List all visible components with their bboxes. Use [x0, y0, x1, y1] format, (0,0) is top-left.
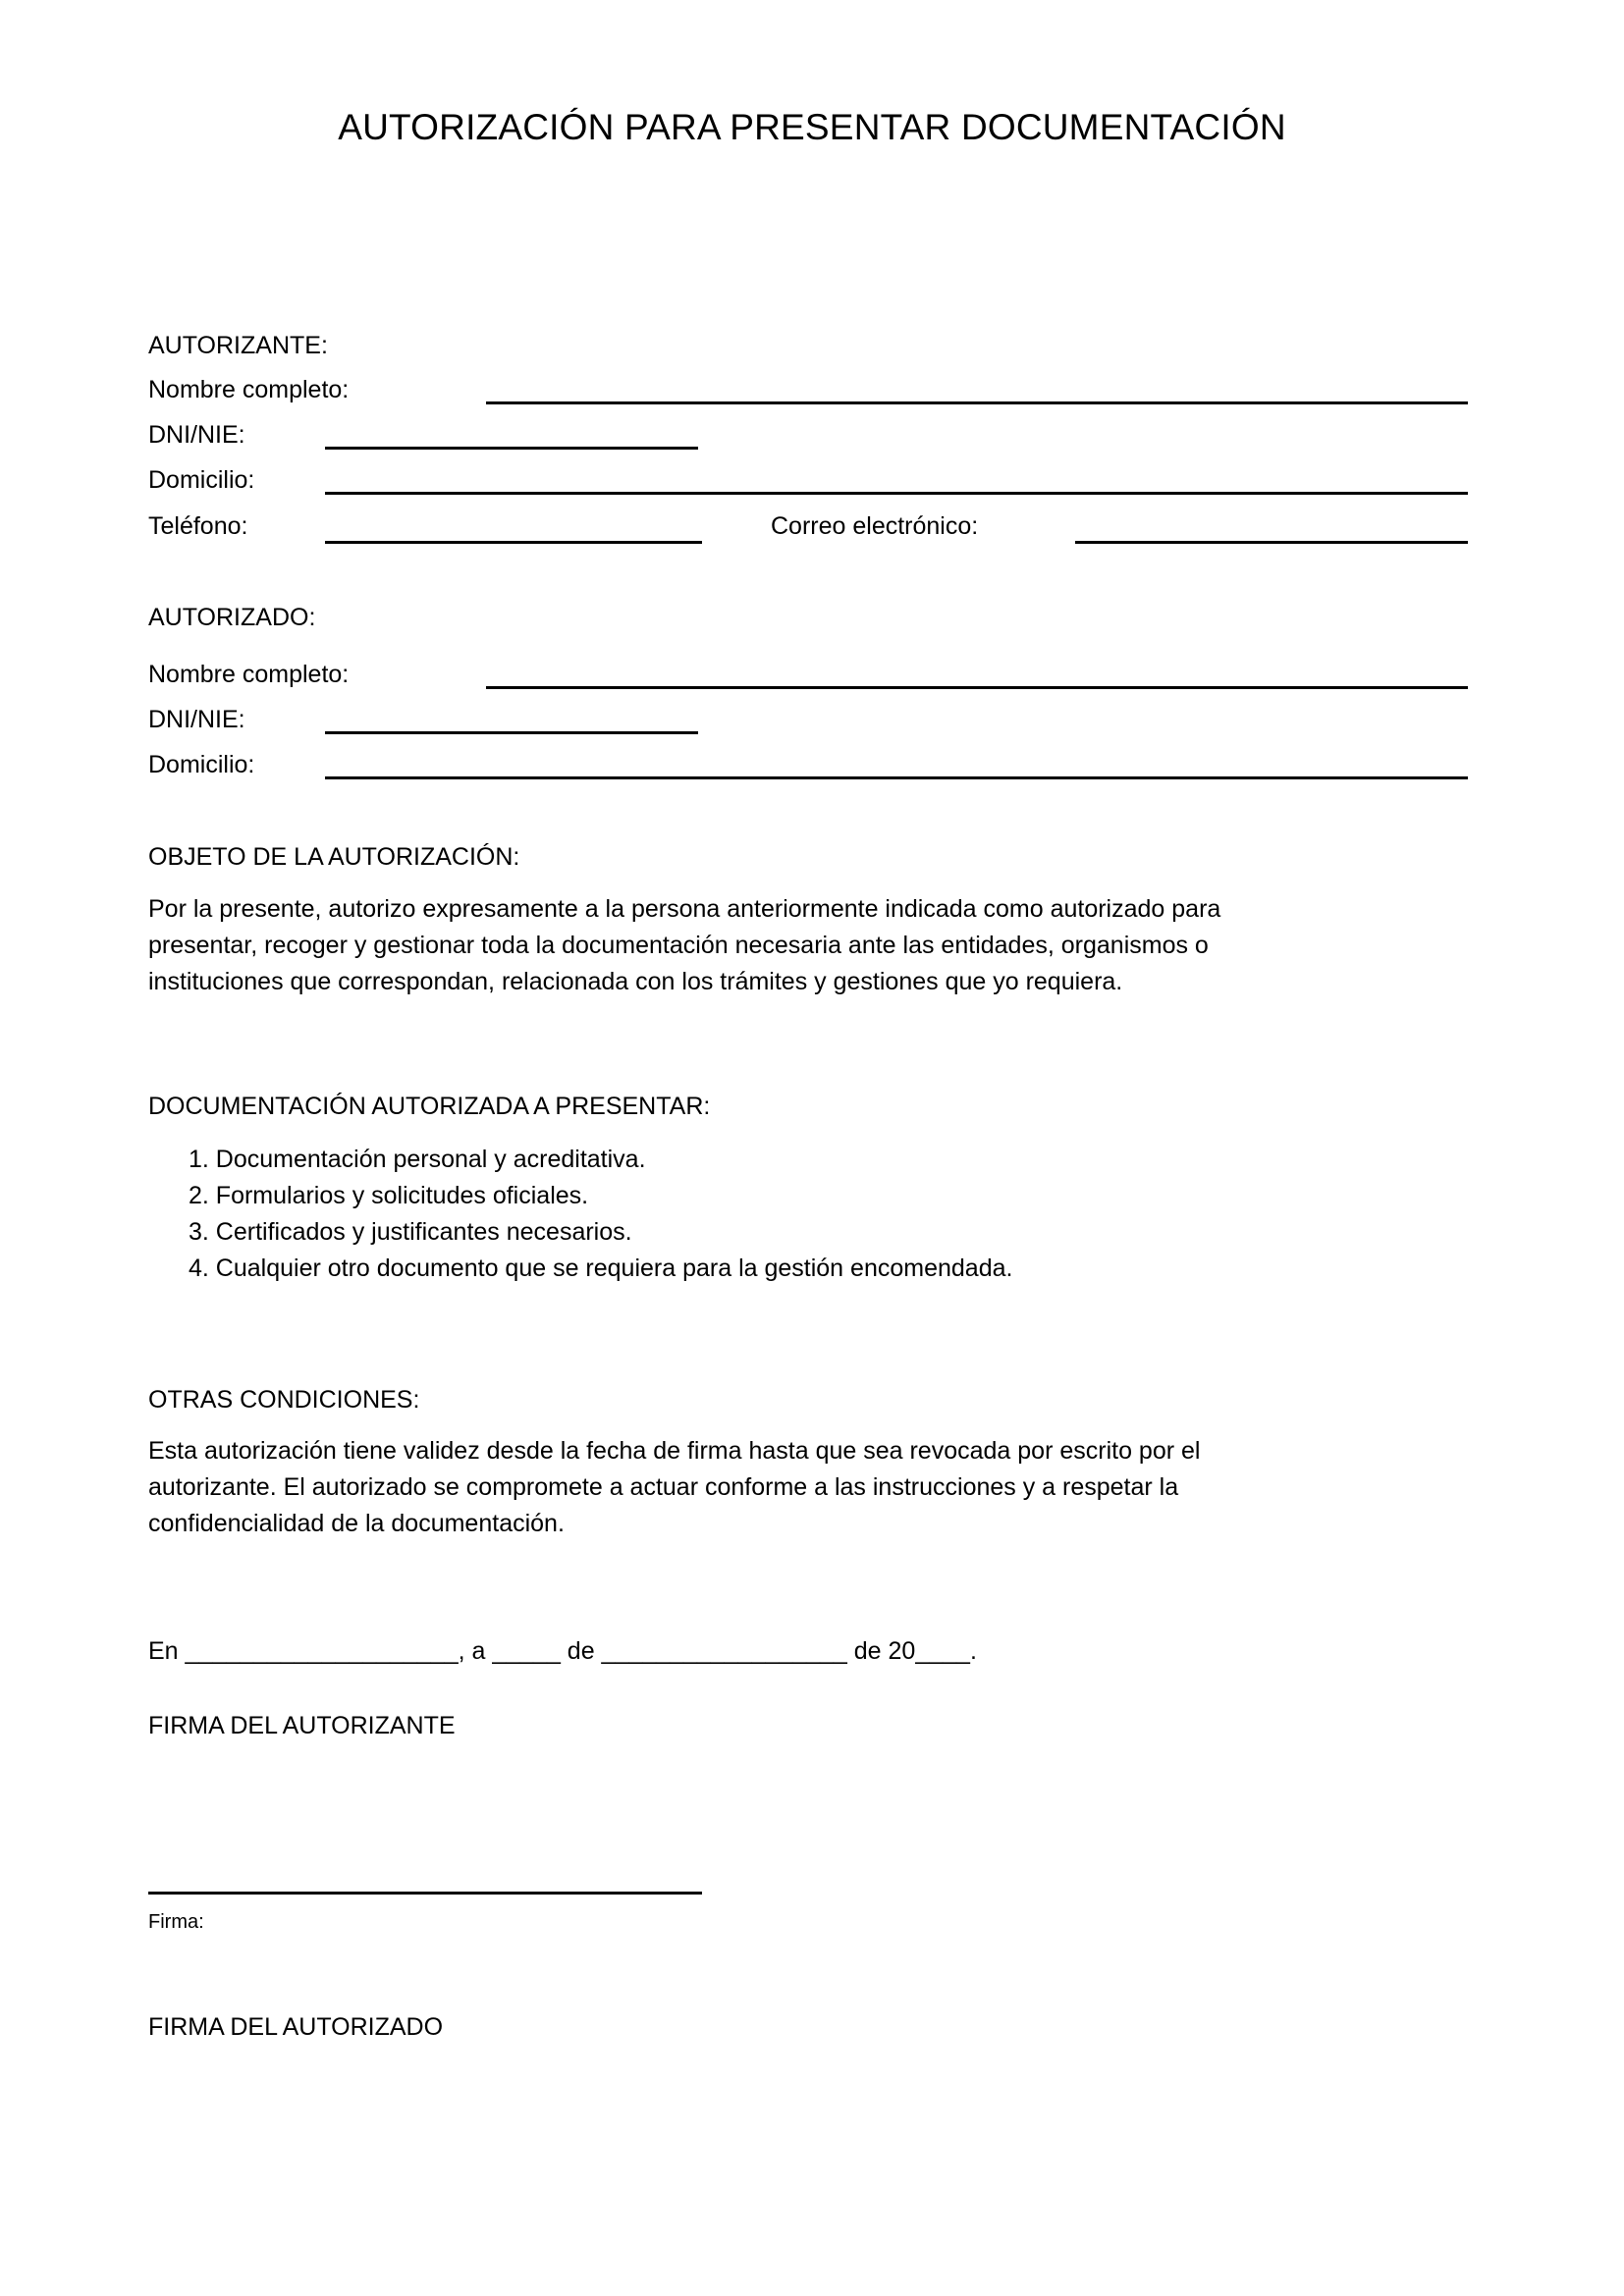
authorized-full-name-input[interactable]: [486, 686, 1468, 689]
authorized-address-input[interactable]: [325, 776, 1468, 779]
purpose-section-heading: OBJETO DE LA AUTORIZACIÓN:: [148, 843, 520, 871]
conditions-line-2: autorizante. El autorizado se compromete a actuar conforme a las instrucciones y a respetar la: [148, 1473, 1179, 1501]
authorizer-address-label: Domicilio:: [148, 466, 255, 494]
authorizer-id-input[interactable]: [325, 447, 698, 450]
list-item: 3. Certificados y justificantes necesarios.: [189, 1218, 632, 1246]
purpose-line-2: presentar, recoger y gestionar toda la documentación necesaria ante las entidades, organismos o: [148, 932, 1209, 959]
authorizer-full-name-input[interactable]: [486, 401, 1468, 404]
authorizer-id-label: DNI/NIE:: [148, 421, 245, 449]
authorizer-section-heading: AUTORIZANTE:: [148, 332, 328, 359]
conditions-line-1: Esta autorización tiene validez desde la fecha de firma hasta que sea revocada por escrito por el: [148, 1437, 1201, 1465]
conditions-section-heading: OTRAS CONDICIONES:: [148, 1386, 420, 1414]
conditions-line-3: confidencialidad de la documentación.: [148, 1510, 565, 1537]
authorized-id-label: DNI/NIE:: [148, 706, 245, 733]
authorizer-signature-field[interactable]: [148, 1892, 702, 1895]
authorizer-full-name-label: Nombre completo:: [148, 376, 350, 403]
documents-list: [189, 1142, 1416, 1287]
authorizer-address-input[interactable]: [325, 492, 1468, 495]
authorized-id-input[interactable]: [325, 731, 698, 734]
documents-section-heading: DOCUMENTACIÓN AUTORIZADA A PRESENTAR:: [148, 1093, 711, 1120]
page-title: AUTORIZACIÓN PARA PRESENTAR DOCUMENTACIÓN: [338, 107, 1286, 147]
authorized-address-label: Domicilio:: [148, 751, 255, 778]
authorizer-signature-label: Firma:: [148, 1911, 204, 1933]
list-item: 2. Formularios y solicitudes oficiales.: [189, 1182, 589, 1209]
purpose-line-3: instituciones que correspondan, relacionada con los trámites y gestiones que yo requiera.: [148, 968, 1123, 995]
list-item: 1. Documentación personal y acreditativa.: [189, 1146, 646, 1173]
list-item: 4. Cualquier otro documento que se requiera para la gestión encomendada.: [189, 1255, 1013, 1282]
authorizer-email-input[interactable]: [1075, 541, 1468, 544]
authorizer-signature-heading: FIRMA DEL AUTORIZANTE: [148, 1712, 456, 1739]
authorized-signature-heading: FIRMA DEL AUTORIZADO: [148, 2013, 444, 2041]
authorized-section-heading: AUTORIZADO:: [148, 604, 316, 631]
authorizer-phone-input[interactable]: [325, 541, 702, 544]
date-place-line[interactable]: En ____________________, a _____ de __________________ de 20____.: [148, 1637, 977, 1665]
authorized-full-name-label: Nombre completo:: [148, 661, 350, 688]
conditions-paragraph: [148, 1433, 1425, 1542]
authorizer-phone-label: Teléfono:: [148, 512, 248, 540]
authorizer-email-label: Correo electrónico:: [771, 512, 979, 540]
purpose-paragraph: [148, 891, 1425, 1000]
purpose-line-1: Por la presente, autorizo expresamente a la persona anteriormente indicada como autorizado para: [148, 895, 1221, 923]
